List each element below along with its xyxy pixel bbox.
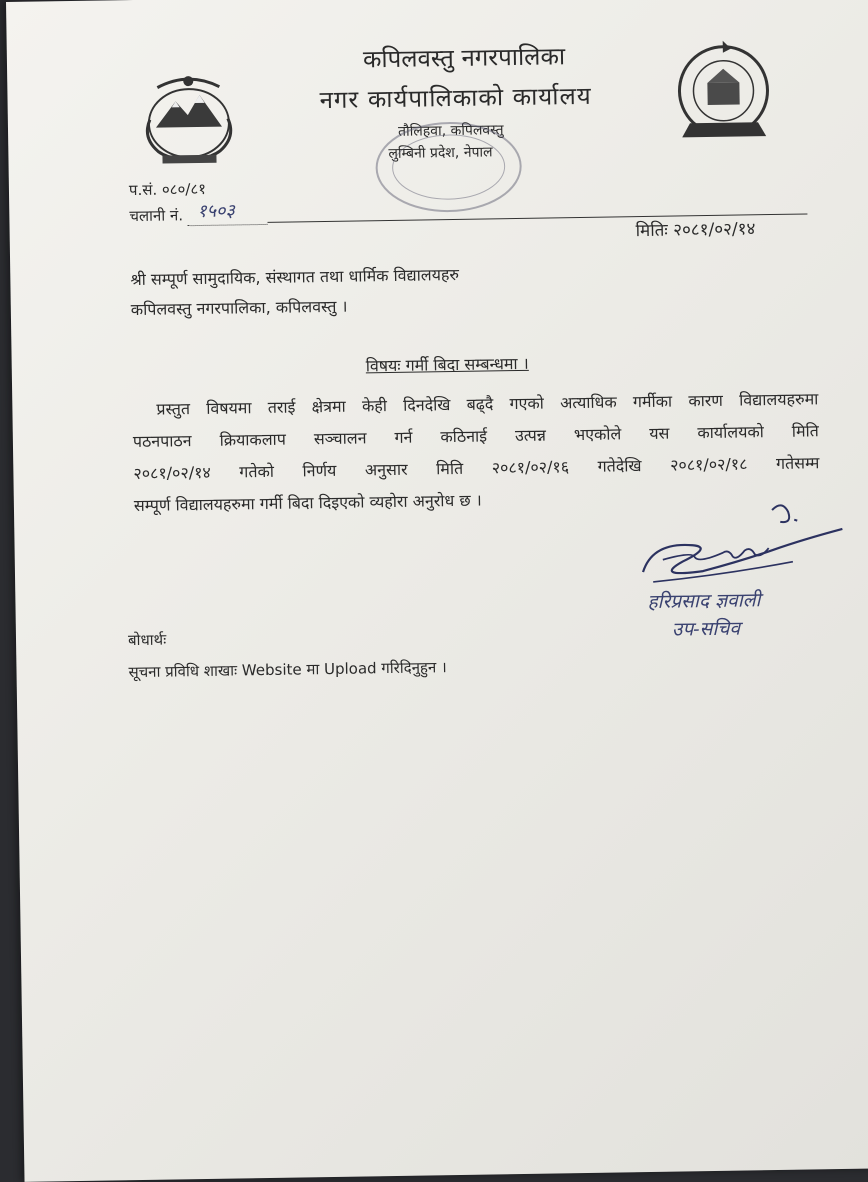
address-line-1: तौलिहवा, कपिलवस्तु: [397, 122, 504, 140]
address-line-2: लुम्बिनी प्रदेश, नेपाल: [388, 144, 493, 163]
org-name: कपिलवस्तु नगरपालिका: [362, 42, 566, 74]
patra-sankhya: प.सं. ०८०/८१: [128, 179, 207, 200]
body-line-1: प्रस्तुत विषयमा तराई क्षेत्रमा केही दिनदेखि बढ्दै गएको अत्याधिक गर्मीका कारण विद्यालयहरुमा: [156, 389, 819, 419]
body-line-2: पठनपाठन क्रियाकलाप सञ्चालन गर्न कठिनाई उत्पन्न भएकोले यस कार्यालयको मिति: [132, 421, 819, 452]
recipient-line-2: कपिलवस्तु नगरपालिका, कपिलवस्तु ।: [130, 296, 348, 320]
office-stamp-icon: [368, 112, 530, 224]
recipient-line-1: श्री सम्पूर्ण सामुदायिक, संस्थागत तथा धार्मिक विद्यालयहरु: [130, 264, 460, 290]
subject: विषयः गर्मी बिदा सम्बन्धमा ।: [365, 353, 529, 376]
body-line-4: सम्पूर्ण विद्यालयहरुमा गर्मी बिदा दिइएको व्यहोरा अनुरोध छ ।: [133, 490, 482, 516]
letter-paper: [6, 0, 868, 1182]
nepal-emblem-icon: [135, 66, 243, 168]
letter-date: मितिः २०८१/०२/१४: [635, 219, 756, 242]
signatory-name: हरिप्रसाद ज्ञवाली: [647, 589, 761, 613]
signatory-title: उप-सचिव: [671, 617, 741, 641]
chalani-underline: [188, 224, 268, 226]
municipality-logo-icon: [669, 38, 779, 148]
office-name: नगर कार्यपालिकाको कार्यालय: [319, 81, 592, 115]
body-line-3: २०८१/०२/१४ गतेको निर्णय अनुसार मिति २०८१/०२/१६ गतेदेखि २०८१/०२/१८ गतेसम्म: [133, 453, 820, 484]
bodhartha-label: बोधार्थः: [127, 630, 167, 650]
chalani-number: १५०३: [197, 200, 235, 223]
bodhartha-line: सूचना प्रविधि शाखाः Website मा Upload गरिदिनुहुन ।: [128, 658, 447, 682]
chalani-label: चलानी नं.: [129, 206, 184, 226]
